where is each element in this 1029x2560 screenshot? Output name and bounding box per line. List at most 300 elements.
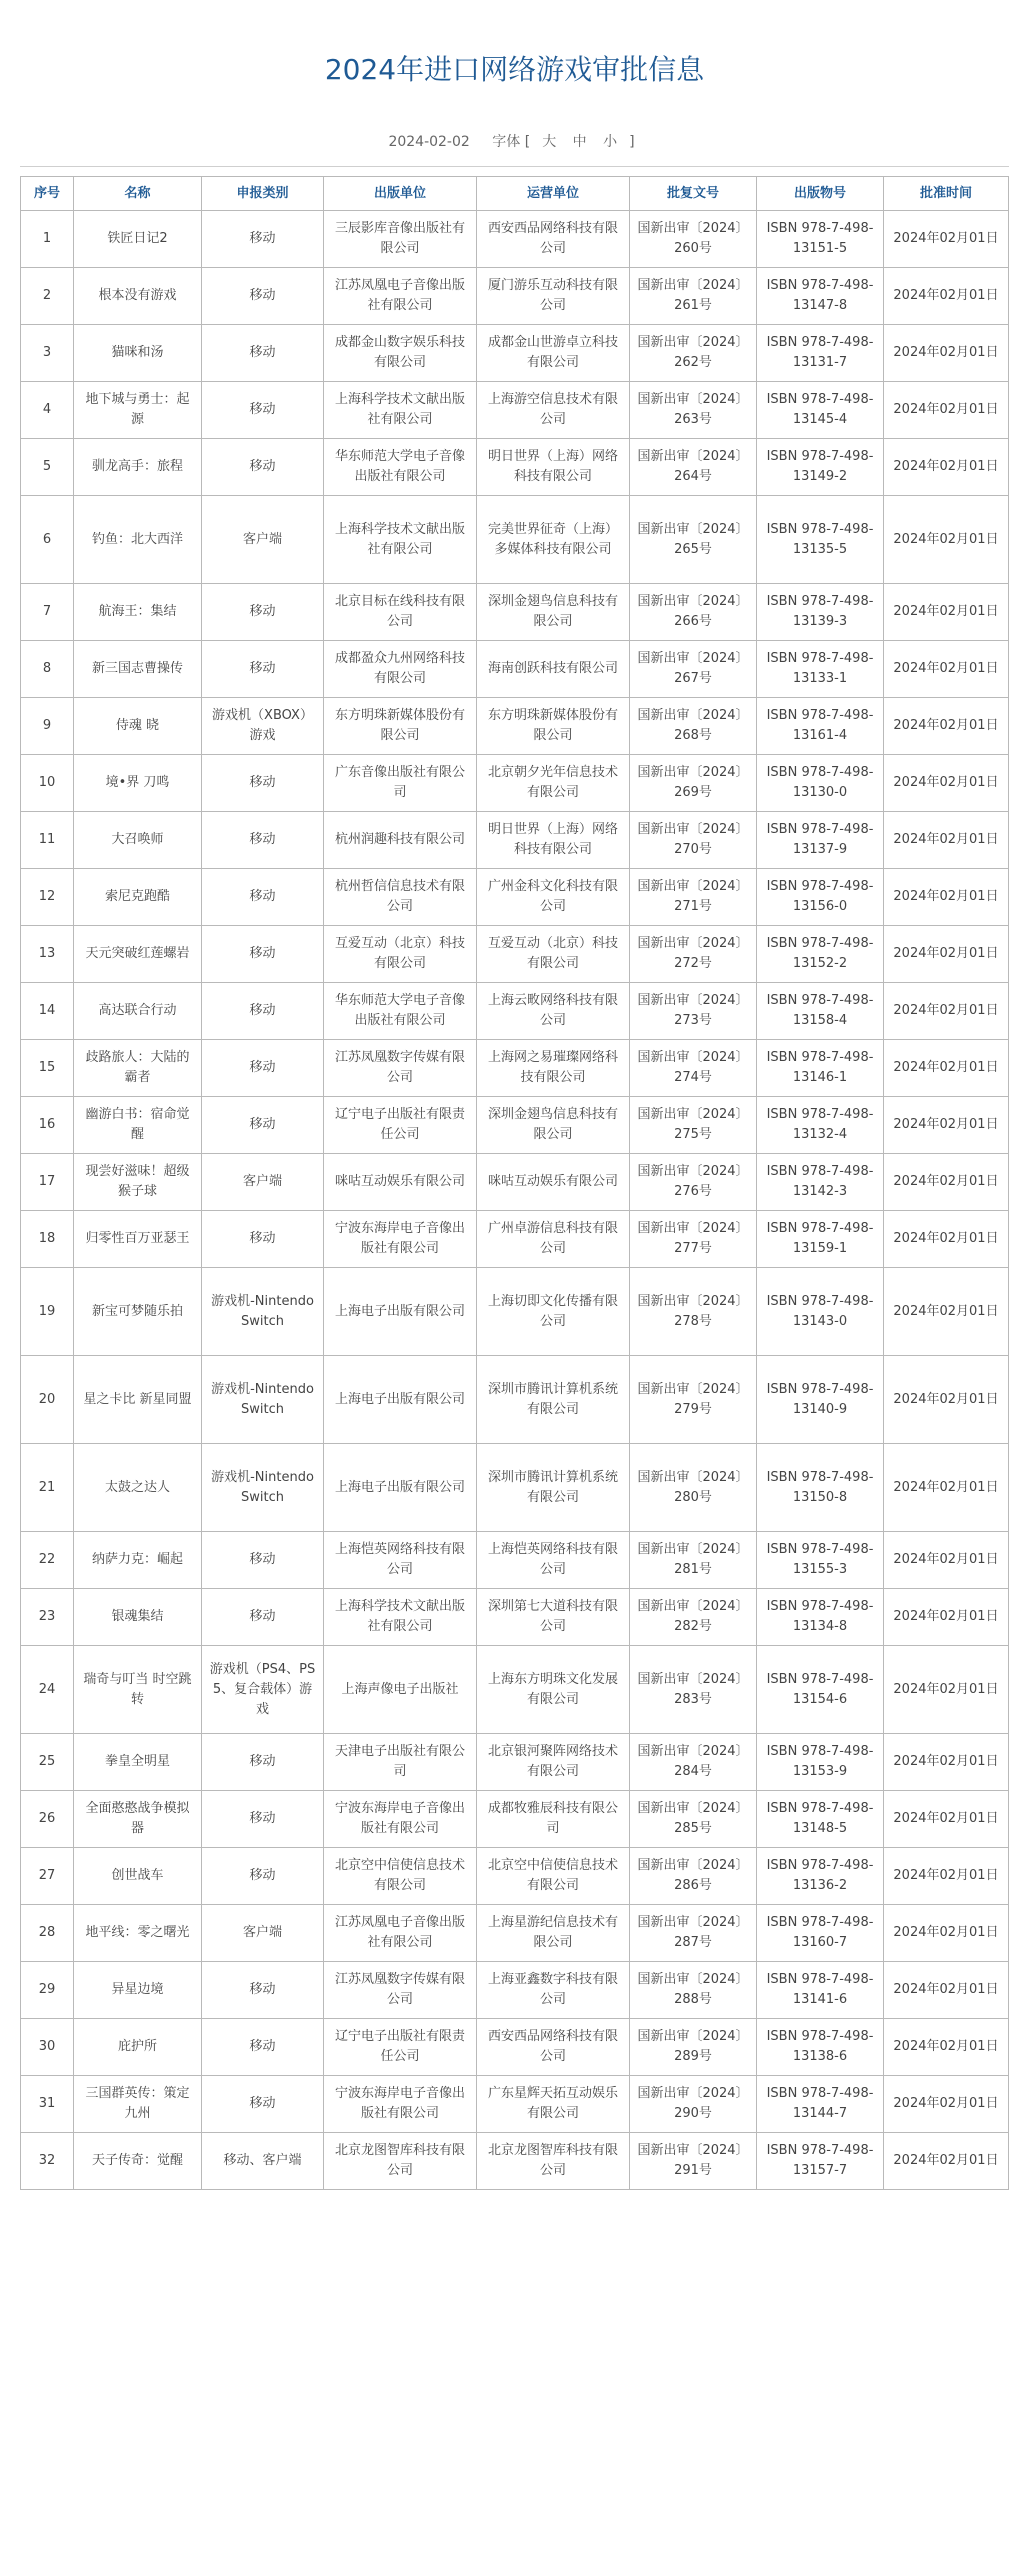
cell-publisher: 江苏凤凰电子音像出版社有限公司: [324, 268, 477, 325]
cell-category: 移动: [202, 1211, 324, 1268]
cell-isbn: ISBN 978-7-498-13145-4: [757, 382, 884, 439]
cell-category: 游戏机-Nintendo Switch: [202, 1444, 324, 1532]
cell-publisher: 东方明珠新媒体股份有限公司: [324, 698, 477, 755]
cell-publisher: 上海科学技术文献出版社有限公司: [324, 382, 477, 439]
cell-game-name: 天元突破红莲螺岩: [74, 926, 202, 983]
cell-game-name: 索尼克跑酷: [74, 869, 202, 926]
cell-isbn: ISBN 978-7-498-13132-4: [757, 1097, 884, 1154]
cell-approval-number: 国新出审〔2024〕265号: [630, 496, 757, 584]
cell-operator: 北京银河聚阵网络技术有限公司: [477, 1734, 630, 1791]
cell-isbn: ISBN 978-7-498-13150-8: [757, 1444, 884, 1532]
cell-publisher: 广东音像出版社有限公司: [324, 755, 477, 812]
cell-isbn: ISBN 978-7-498-13160-7: [757, 1905, 884, 1962]
approval-table: [20, 176, 1009, 2190]
font-large-button[interactable]: 大: [542, 134, 557, 150]
cell-operator: 北京空中信使信息技术有限公司: [477, 1848, 630, 1905]
cell-category: 移动: [202, 439, 324, 496]
cell-publisher: 咪咕互动娱乐有限公司: [324, 1154, 477, 1211]
cell-category: 移动: [202, 812, 324, 869]
cell-index: 25: [21, 1734, 74, 1791]
cell-publisher: 宁波东海岸电子音像出版社有限公司: [324, 1791, 477, 1848]
cell-isbn: ISBN 978-7-498-13140-9: [757, 1356, 884, 1444]
table-row: [21, 2076, 1009, 2133]
cell-index: 28: [21, 1905, 74, 1962]
cell-isbn: ISBN 978-7-498-13151-5: [757, 211, 884, 268]
table-row: [21, 1962, 1009, 2019]
table-row: [21, 2133, 1009, 2190]
table-row: [21, 1791, 1009, 1848]
cell-approval-number: 国新出审〔2024〕286号: [630, 1848, 757, 1905]
cell-operator: 东方明珠新媒体股份有限公司: [477, 698, 630, 755]
column-header: 申报类别: [202, 177, 324, 211]
cell-approval-number: 国新出审〔2024〕266号: [630, 584, 757, 641]
cell-category: 移动: [202, 1589, 324, 1646]
font-small-button[interactable]: 小: [603, 134, 618, 150]
cell-isbn: ISBN 978-7-498-13149-2: [757, 439, 884, 496]
cell-index: 7: [21, 584, 74, 641]
cell-approval-number: 国新出审〔2024〕275号: [630, 1097, 757, 1154]
cell-index: 18: [21, 1211, 74, 1268]
cell-index: 30: [21, 2019, 74, 2076]
cell-category: 移动: [202, 869, 324, 926]
cell-isbn: ISBN 978-7-498-13152-2: [757, 926, 884, 983]
cell-isbn: ISBN 978-7-498-13157-7: [757, 2133, 884, 2190]
cell-isbn: ISBN 978-7-498-13161-4: [757, 698, 884, 755]
cell-approval-date: 2024年02月01日: [884, 1444, 1009, 1532]
cell-publisher: 互爱互动（北京）科技有限公司: [324, 926, 477, 983]
cell-category: 客户端: [202, 1905, 324, 1962]
cell-operator: 上海东方明珠文化发展有限公司: [477, 1646, 630, 1734]
cell-category: 游戏机（PS4、PS5、复合载体）游戏: [202, 1646, 324, 1734]
cell-approval-date: 2024年02月01日: [884, 211, 1009, 268]
cell-publisher: 上海恺英网络科技有限公司: [324, 1532, 477, 1589]
cell-publisher: 华东师范大学电子音像出版社有限公司: [324, 983, 477, 1040]
cell-isbn: ISBN 978-7-498-13142-3: [757, 1154, 884, 1211]
cell-approval-number: 国新出审〔2024〕288号: [630, 1962, 757, 2019]
cell-index: 11: [21, 812, 74, 869]
cell-isbn: ISBN 978-7-498-13154-6: [757, 1646, 884, 1734]
cell-index: 32: [21, 2133, 74, 2190]
cell-approval-date: 2024年02月01日: [884, 382, 1009, 439]
table-header-row: [21, 177, 1009, 211]
cell-operator: 深圳金翅鸟信息科技有限公司: [477, 1097, 630, 1154]
cell-index: 6: [21, 496, 74, 584]
cell-approval-number: 国新出审〔2024〕274号: [630, 1040, 757, 1097]
cell-game-name: 三国群英传：策定九州: [74, 2076, 202, 2133]
cell-approval-date: 2024年02月01日: [884, 1962, 1009, 2019]
cell-publisher: 江苏凤凰电子音像出版社有限公司: [324, 1905, 477, 1962]
cell-category: 移动: [202, 2076, 324, 2133]
cell-publisher: 宁波东海岸电子音像出版社有限公司: [324, 2076, 477, 2133]
cell-publisher: 华东师范大学电子音像出版社有限公司: [324, 439, 477, 496]
cell-category: 移动、客户端: [202, 2133, 324, 2190]
table-row: [21, 1356, 1009, 1444]
cell-operator: 互爱互动（北京）科技有限公司: [477, 926, 630, 983]
cell-operator: 上海恺英网络科技有限公司: [477, 1532, 630, 1589]
cell-isbn: ISBN 978-7-498-13158-4: [757, 983, 884, 1040]
cell-publisher: 天津电子出版社有限公司: [324, 1734, 477, 1791]
cell-publisher: 上海电子出版有限公司: [324, 1356, 477, 1444]
cell-index: 3: [21, 325, 74, 382]
cell-index: 5: [21, 439, 74, 496]
table-row: [21, 1040, 1009, 1097]
cell-publisher: 江苏凤凰数字传媒有限公司: [324, 1040, 477, 1097]
cell-approval-number: 国新出审〔2024〕262号: [630, 325, 757, 382]
cell-game-name: 钓鱼：北大西洋: [74, 496, 202, 584]
cell-operator: 深圳第七大道科技有限公司: [477, 1589, 630, 1646]
cell-index: 27: [21, 1848, 74, 1905]
cell-isbn: ISBN 978-7-498-13155-3: [757, 1532, 884, 1589]
cell-category: 游戏机-Nintendo Switch: [202, 1268, 324, 1356]
cell-isbn: ISBN 978-7-498-13143-0: [757, 1268, 884, 1356]
cell-approval-number: 国新出审〔2024〕271号: [630, 869, 757, 926]
cell-approval-number: 国新出审〔2024〕260号: [630, 211, 757, 268]
font-medium-button[interactable]: 中: [572, 134, 587, 150]
cell-publisher: 北京目标在线科技有限公司: [324, 584, 477, 641]
cell-game-name: 幽游白书：宿命觉醒: [74, 1097, 202, 1154]
cell-game-name: 创世战车: [74, 1848, 202, 1905]
cell-approval-number: 国新出审〔2024〕269号: [630, 755, 757, 812]
cell-approval-date: 2024年02月01日: [884, 1646, 1009, 1734]
cell-approval-number: 国新出审〔2024〕291号: [630, 2133, 757, 2190]
cell-approval-number: 国新出审〔2024〕263号: [630, 382, 757, 439]
cell-category: 移动: [202, 1040, 324, 1097]
table-row: [21, 1532, 1009, 1589]
cell-game-name: 拳皇全明星: [74, 1734, 202, 1791]
cell-game-name: 太鼓之达人: [74, 1444, 202, 1532]
cell-publisher: 杭州哲信信息技术有限公司: [324, 869, 477, 926]
table-row: [21, 698, 1009, 755]
cell-publisher: 北京空中信使信息技术有限公司: [324, 1848, 477, 1905]
cell-approval-number: 国新出审〔2024〕277号: [630, 1211, 757, 1268]
cell-approval-date: 2024年02月01日: [884, 755, 1009, 812]
cell-approval-number: 国新出审〔2024〕279号: [630, 1356, 757, 1444]
cell-game-name: 新宝可梦随乐拍: [74, 1268, 202, 1356]
cell-game-name: 庇护所: [74, 2019, 202, 2076]
cell-publisher: 北京龙图智库科技有限公司: [324, 2133, 477, 2190]
cell-approval-date: 2024年02月01日: [884, 926, 1009, 983]
cell-game-name: 天子传奇：觉醒: [74, 2133, 202, 2190]
table-body: [21, 211, 1009, 2190]
cell-category: 客户端: [202, 1154, 324, 1211]
cell-publisher: 成都金山数字娱乐科技有限公司: [324, 325, 477, 382]
cell-isbn: ISBN 978-7-498-13159-1: [757, 1211, 884, 1268]
cell-category: 移动: [202, 325, 324, 382]
cell-game-name: 现尝好滋味！超级猴子球: [74, 1154, 202, 1211]
cell-index: 19: [21, 1268, 74, 1356]
cell-publisher: 上海电子出版有限公司: [324, 1268, 477, 1356]
table-row: [21, 926, 1009, 983]
cell-operator: 北京朝夕光年信息技术有限公司: [477, 755, 630, 812]
cell-isbn: ISBN 978-7-498-13138-6: [757, 2019, 884, 2076]
cell-isbn: ISBN 978-7-498-13139-3: [757, 584, 884, 641]
cell-approval-date: 2024年02月01日: [884, 1356, 1009, 1444]
cell-index: 2: [21, 268, 74, 325]
table-row: [21, 812, 1009, 869]
cell-approval-number: 国新出审〔2024〕270号: [630, 812, 757, 869]
cell-index: 16: [21, 1097, 74, 1154]
cell-publisher: 成都盈众九州网络科技有限公司: [324, 641, 477, 698]
cell-operator: 广州金科文化科技有限公司: [477, 869, 630, 926]
cell-approval-number: 国新出审〔2024〕282号: [630, 1589, 757, 1646]
cell-isbn: ISBN 978-7-498-13153-9: [757, 1734, 884, 1791]
table-row: [21, 1589, 1009, 1646]
page-title: 2024年进口网络游戏审批信息: [324, 53, 705, 86]
column-header: 序号: [21, 177, 74, 211]
table-row: [21, 1646, 1009, 1734]
cell-approval-date: 2024年02月01日: [884, 1097, 1009, 1154]
cell-approval-number: 国新出审〔2024〕290号: [630, 2076, 757, 2133]
cell-operator: 咪咕互动娱乐有限公司: [477, 1154, 630, 1211]
cell-game-name: 铁匠日记2: [74, 211, 202, 268]
divider: [20, 166, 1009, 167]
cell-operator: 深圳金翅鸟信息科技有限公司: [477, 584, 630, 641]
cell-publisher: 上海声像电子出版社: [324, 1646, 477, 1734]
cell-approval-date: 2024年02月01日: [884, 1589, 1009, 1646]
cell-operator: 成都金山世游卓立科技有限公司: [477, 325, 630, 382]
cell-game-name: 瑞奇与叮当 时空跳转: [74, 1646, 202, 1734]
cell-category: 客户端: [202, 496, 324, 584]
cell-index: 15: [21, 1040, 74, 1097]
cell-game-name: 星之卡比 新星同盟: [74, 1356, 202, 1444]
table-row: [21, 1211, 1009, 1268]
article-meta: [0, 132, 1029, 152]
cell-approval-number: 国新出审〔2024〕284号: [630, 1734, 757, 1791]
cell-game-name: 高达联合行动: [74, 983, 202, 1040]
cell-category: 移动: [202, 1532, 324, 1589]
cell-approval-date: 2024年02月01日: [884, 1268, 1009, 1356]
cell-operator: 上海星游纪信息技术有限公司: [477, 1905, 630, 1962]
table-row: [21, 382, 1009, 439]
cell-publisher: 上海科学技术文献出版社有限公司: [324, 1589, 477, 1646]
cell-game-name: 歧路旅人：大陆的霸者: [74, 1040, 202, 1097]
cell-index: 8: [21, 641, 74, 698]
cell-operator: 上海游空信息技术有限公司: [477, 382, 630, 439]
cell-category: 移动: [202, 382, 324, 439]
cell-operator: 西安西品网络科技有限公司: [477, 2019, 630, 2076]
cell-publisher: 上海科学技术文献出版社有限公司: [324, 496, 477, 584]
cell-approval-date: 2024年02月01日: [884, 439, 1009, 496]
cell-index: 13: [21, 926, 74, 983]
cell-approval-number: 国新出审〔2024〕283号: [630, 1646, 757, 1734]
cell-isbn: ISBN 978-7-498-13148-5: [757, 1791, 884, 1848]
cell-approval-date: 2024年02月01日: [884, 1532, 1009, 1589]
cell-publisher: 杭州润趣科技有限公司: [324, 812, 477, 869]
cell-approval-number: 国新出审〔2024〕276号: [630, 1154, 757, 1211]
cell-approval-number: 国新出审〔2024〕280号: [630, 1444, 757, 1532]
cell-index: 31: [21, 2076, 74, 2133]
column-header: 出版物号: [757, 177, 884, 211]
table-row: [21, 755, 1009, 812]
cell-game-name: 猫咪和汤: [74, 325, 202, 382]
cell-isbn: ISBN 978-7-498-13134-8: [757, 1589, 884, 1646]
cell-isbn: ISBN 978-7-498-13146-1: [757, 1040, 884, 1097]
cell-approval-number: 国新出审〔2024〕287号: [630, 1905, 757, 1962]
cell-operator: 上海云畋网络科技有限公司: [477, 983, 630, 1040]
cell-isbn: ISBN 978-7-498-13137-9: [757, 812, 884, 869]
cell-game-name: 归零性百万亚瑟王: [74, 1211, 202, 1268]
cell-game-name: 境•界 刀鸣: [74, 755, 202, 812]
table-row: [21, 1444, 1009, 1532]
cell-approval-number: 国新出审〔2024〕264号: [630, 439, 757, 496]
cell-operator: 西安西品网络科技有限公司: [477, 211, 630, 268]
cell-index: 21: [21, 1444, 74, 1532]
cell-category: 游戏机（XBOX）游戏: [202, 698, 324, 755]
cell-index: 4: [21, 382, 74, 439]
cell-operator: 明日世界（上海）网络科技有限公司: [477, 812, 630, 869]
cell-game-name: 银魂集结: [74, 1589, 202, 1646]
cell-game-name: 地平线：零之曙光: [74, 1905, 202, 1962]
cell-operator: 海南创跃科技有限公司: [477, 641, 630, 698]
cell-category: 游戏机-Nintendo Switch: [202, 1356, 324, 1444]
cell-approval-number: 国新出审〔2024〕289号: [630, 2019, 757, 2076]
cell-approval-date: 2024年02月01日: [884, 268, 1009, 325]
table-row: [21, 584, 1009, 641]
cell-approval-date: 2024年02月01日: [884, 1791, 1009, 1848]
cell-index: 24: [21, 1646, 74, 1734]
cell-approval-number: 国新出审〔2024〕267号: [630, 641, 757, 698]
font-size-control: [486, 134, 640, 150]
cell-approval-date: 2024年02月01日: [884, 983, 1009, 1040]
cell-operator: 明日世界（上海）网络科技有限公司: [477, 439, 630, 496]
cell-game-name: 航海王：集结: [74, 584, 202, 641]
cell-approval-date: 2024年02月01日: [884, 2133, 1009, 2190]
column-header: 批准时间: [884, 177, 1009, 211]
cell-index: 26: [21, 1791, 74, 1848]
cell-game-name: 全面憨憨战争模拟器: [74, 1791, 202, 1848]
cell-category: 移动: [202, 584, 324, 641]
cell-operator: 深圳市腾讯计算机系统有限公司: [477, 1444, 630, 1532]
cell-index: 12: [21, 869, 74, 926]
cell-approval-number: 国新出审〔2024〕261号: [630, 268, 757, 325]
cell-approval-date: 2024年02月01日: [884, 869, 1009, 926]
cell-approval-date: 2024年02月01日: [884, 812, 1009, 869]
cell-approval-number: 国新出审〔2024〕268号: [630, 698, 757, 755]
table-row: [21, 2019, 1009, 2076]
table-row: [21, 983, 1009, 1040]
cell-game-name: 根本没有游戏: [74, 268, 202, 325]
table-row: [21, 325, 1009, 382]
cell-game-name: 纳萨力克：崛起: [74, 1532, 202, 1589]
column-header: 运营单位: [477, 177, 630, 211]
cell-approval-date: 2024年02月01日: [884, 1905, 1009, 1962]
cell-approval-date: 2024年02月01日: [884, 1040, 1009, 1097]
cell-index: 9: [21, 698, 74, 755]
cell-category: 移动: [202, 268, 324, 325]
cell-index: 17: [21, 1154, 74, 1211]
cell-index: 14: [21, 983, 74, 1040]
cell-isbn: ISBN 978-7-498-13133-1: [757, 641, 884, 698]
cell-operator: 上海亚鑫数字科技有限公司: [477, 1962, 630, 2019]
table-row: [21, 439, 1009, 496]
cell-category: 移动: [202, 641, 324, 698]
cell-isbn: ISBN 978-7-498-13131-7: [757, 325, 884, 382]
table-row: [21, 1905, 1009, 1962]
cell-operator: 上海网之易璀璨网络科技有限公司: [477, 1040, 630, 1097]
cell-operator: 上海切即文化传播有限公司: [477, 1268, 630, 1356]
cell-publisher: 宁波东海岸电子音像出版社有限公司: [324, 1211, 477, 1268]
cell-operator: 厦门游乐互动科技有限公司: [477, 268, 630, 325]
cell-approval-number: 国新出审〔2024〕285号: [630, 1791, 757, 1848]
cell-game-name: 新三国志曹操传: [74, 641, 202, 698]
cell-isbn: ISBN 978-7-498-13135-5: [757, 496, 884, 584]
table-row: [21, 496, 1009, 584]
cell-game-name: 驯龙高手：旅程: [74, 439, 202, 496]
cell-approval-date: 2024年02月01日: [884, 641, 1009, 698]
table-row: [21, 1734, 1009, 1791]
cell-publisher: 辽宁电子出版社有限责任公司: [324, 2019, 477, 2076]
cell-approval-date: 2024年02月01日: [884, 1154, 1009, 1211]
column-header: 名称: [74, 177, 202, 211]
cell-game-name: 大召唤师: [74, 812, 202, 869]
cell-category: 移动: [202, 1791, 324, 1848]
cell-approval-number: 国新出审〔2024〕278号: [630, 1268, 757, 1356]
cell-approval-date: 2024年02月01日: [884, 584, 1009, 641]
cell-category: 移动: [202, 1962, 324, 2019]
cell-game-name: 异星边境: [74, 1962, 202, 2019]
cell-category: 移动: [202, 926, 324, 983]
cell-approval-date: 2024年02月01日: [884, 698, 1009, 755]
cell-category: 移动: [202, 211, 324, 268]
cell-category: 移动: [202, 1734, 324, 1791]
cell-index: 29: [21, 1962, 74, 2019]
cell-isbn: ISBN 978-7-498-13141-6: [757, 1962, 884, 2019]
cell-approval-date: 2024年02月01日: [884, 325, 1009, 382]
cell-index: 20: [21, 1356, 74, 1444]
cell-approval-date: 2024年02月01日: [884, 496, 1009, 584]
cell-approval-date: 2024年02月01日: [884, 2019, 1009, 2076]
column-header: 出版单位: [324, 177, 477, 211]
table-row: [21, 641, 1009, 698]
cell-category: 移动: [202, 2019, 324, 2076]
cell-publisher: 三辰影库音像出版社有限公司: [324, 211, 477, 268]
cell-isbn: ISBN 978-7-498-13130-0: [757, 755, 884, 812]
cell-isbn: ISBN 978-7-498-13147-8: [757, 268, 884, 325]
cell-index: 10: [21, 755, 74, 812]
cell-category: 移动: [202, 1097, 324, 1154]
cell-isbn: ISBN 978-7-498-13144-7: [757, 2076, 884, 2133]
cell-approval-number: 国新出审〔2024〕273号: [630, 983, 757, 1040]
cell-operator: 完美世界征奇（上海）多媒体科技有限公司: [477, 496, 630, 584]
cell-publisher: 上海电子出版有限公司: [324, 1444, 477, 1532]
cell-index: 22: [21, 1532, 74, 1589]
cell-approval-date: 2024年02月01日: [884, 1211, 1009, 1268]
cell-approval-date: 2024年02月01日: [884, 1734, 1009, 1791]
table-row: [21, 1154, 1009, 1211]
cell-approval-number: 国新出审〔2024〕272号: [630, 926, 757, 983]
cell-index: 1: [21, 211, 74, 268]
table-row: [21, 1848, 1009, 1905]
column-header: 批复文号: [630, 177, 757, 211]
cell-approval-number: 国新出审〔2024〕281号: [630, 1532, 757, 1589]
cell-approval-date: 2024年02月01日: [884, 2076, 1009, 2133]
cell-operator: 北京龙图智库科技有限公司: [477, 2133, 630, 2190]
cell-category: 移动: [202, 755, 324, 812]
font-size-label: 字体 [: [492, 134, 531, 150]
table-row: [21, 869, 1009, 926]
publish-date: 2024-02-02: [388, 134, 470, 150]
table-row: [21, 1268, 1009, 1356]
cell-operator: 广东星辉天拓互动娱乐有限公司: [477, 2076, 630, 2133]
cell-operator: 深圳市腾讯计算机系统有限公司: [477, 1356, 630, 1444]
cell-approval-date: 2024年02月01日: [884, 1848, 1009, 1905]
cell-isbn: ISBN 978-7-498-13156-0: [757, 869, 884, 926]
cell-category: 移动: [202, 983, 324, 1040]
cell-publisher: 辽宁电子出版社有限责任公司: [324, 1097, 477, 1154]
table-row: [21, 211, 1009, 268]
cell-category: 移动: [202, 1848, 324, 1905]
cell-game-name: 地下城与勇士：起源: [74, 382, 202, 439]
